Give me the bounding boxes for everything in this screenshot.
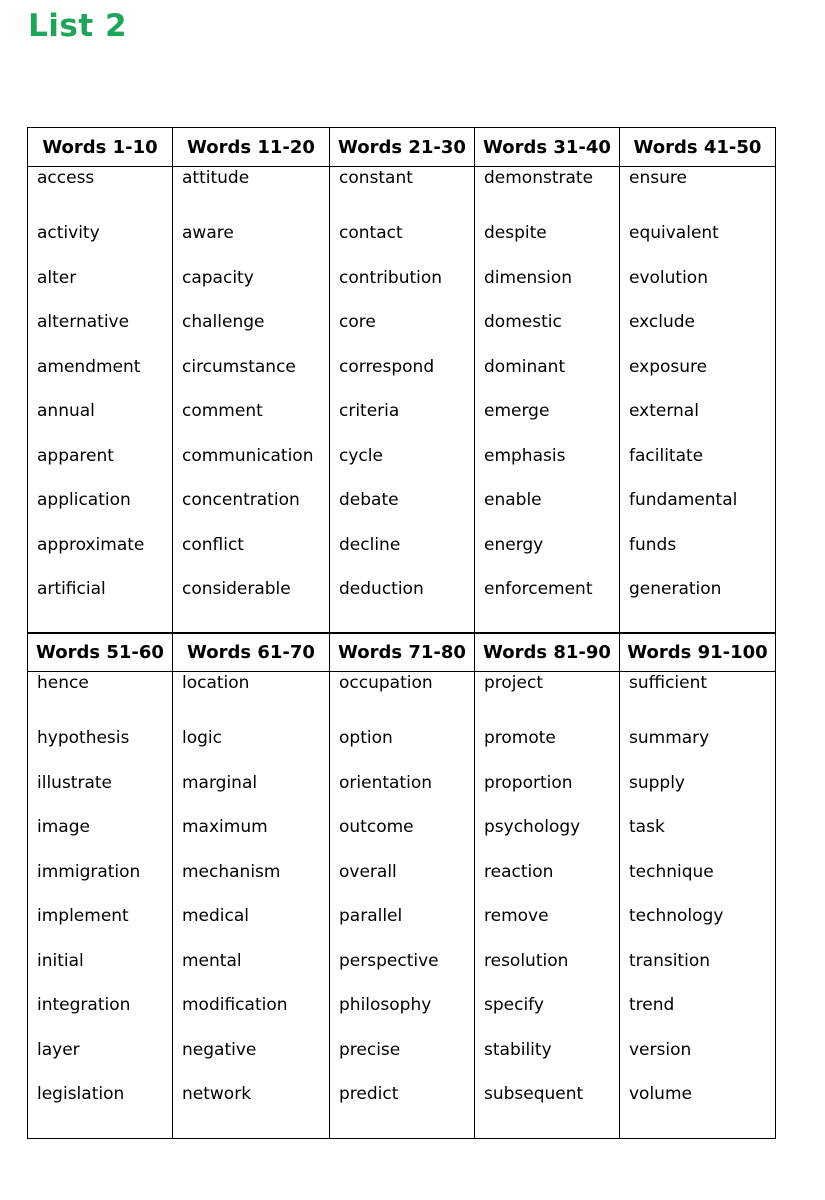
word-item: capacity xyxy=(182,267,254,288)
word-item: enforcement xyxy=(484,579,593,599)
column-header: Words 61-70 xyxy=(173,633,330,672)
word-item: challenge xyxy=(182,312,265,332)
word-item: emphasis xyxy=(484,445,566,466)
word-item: resolution xyxy=(484,950,569,971)
word-item: exposure xyxy=(629,356,708,377)
word-column xyxy=(330,167,475,634)
column-header: Words 51-60 xyxy=(28,633,173,672)
word-item: orientation xyxy=(339,772,432,793)
header-row xyxy=(28,128,776,167)
word-item: attitude xyxy=(182,168,250,188)
word-item: summary xyxy=(629,728,710,748)
word-item: stability xyxy=(484,1039,552,1060)
word-item: image xyxy=(37,817,90,837)
word-item: decline xyxy=(339,534,401,555)
word-column xyxy=(620,167,776,634)
word-item: technology xyxy=(629,906,724,926)
word-item: aware xyxy=(182,223,234,243)
word-item: sufficient xyxy=(629,673,708,693)
word-item: volume xyxy=(629,1084,692,1104)
word-item: dominant xyxy=(484,356,566,377)
word-item: parallel xyxy=(339,906,403,926)
word-item: activity xyxy=(37,223,100,243)
word-item: exclude xyxy=(629,312,696,332)
word-item: funds xyxy=(629,534,677,555)
word-item: network xyxy=(182,1084,252,1104)
word-item: location xyxy=(182,673,250,693)
word-item: promote xyxy=(484,728,556,748)
word-list xyxy=(629,672,775,1117)
word-table-1 xyxy=(27,127,776,634)
word-column xyxy=(28,672,173,1139)
column-header: Words 41-50 xyxy=(620,128,776,167)
word-item: access xyxy=(37,168,95,188)
word-item: medical xyxy=(182,906,250,926)
word-row xyxy=(28,672,776,1139)
column-header: Words 71-80 xyxy=(330,633,475,672)
word-item: core xyxy=(339,312,376,332)
word-item: trend xyxy=(629,995,675,1015)
word-list xyxy=(629,167,775,612)
word-list xyxy=(182,672,329,1117)
word-item: subsequent xyxy=(484,1084,584,1104)
word-item: apparent xyxy=(37,445,114,466)
word-item: illustrate xyxy=(37,772,112,793)
word-list xyxy=(339,167,474,612)
column-header: Words 21-30 xyxy=(330,128,475,167)
word-list xyxy=(37,672,172,1117)
word-item: perspective xyxy=(339,950,439,971)
word-item: correspond xyxy=(339,356,435,377)
word-item: evolution xyxy=(629,267,708,288)
word-column xyxy=(330,672,475,1139)
word-table-2 xyxy=(27,632,776,1139)
word-item: predict xyxy=(339,1084,399,1104)
word-column xyxy=(620,672,776,1139)
word-item: task xyxy=(629,817,665,837)
word-item: communication xyxy=(182,445,314,466)
word-item: annual xyxy=(37,401,95,421)
word-item: logic xyxy=(182,728,222,748)
word-item: reaction xyxy=(484,861,554,882)
word-item: constant xyxy=(339,168,413,188)
word-item: amendment xyxy=(37,356,141,377)
word-item: equivalent xyxy=(629,223,719,243)
word-item: version xyxy=(629,1039,692,1060)
word-item: project xyxy=(484,673,544,693)
word-item: enable xyxy=(484,490,542,510)
word-row xyxy=(28,167,776,634)
word-item: conflict xyxy=(182,534,244,555)
word-item: remove xyxy=(484,906,549,926)
word-item: philosophy xyxy=(339,995,432,1015)
word-item: domestic xyxy=(484,312,562,332)
word-item: mechanism xyxy=(182,861,281,882)
word-item: modification xyxy=(182,995,288,1015)
word-item: outcome xyxy=(339,817,414,837)
column-header: Words 31-40 xyxy=(475,128,620,167)
word-item: artificial xyxy=(37,579,106,599)
word-item: despite xyxy=(484,223,547,243)
word-item: proportion xyxy=(484,772,573,793)
word-item: dimension xyxy=(484,267,573,288)
word-list xyxy=(182,167,329,612)
column-header: Words 81-90 xyxy=(475,633,620,672)
word-item: supply xyxy=(629,772,685,793)
word-item: overall xyxy=(339,861,397,882)
word-column xyxy=(28,167,173,634)
word-item: generation xyxy=(629,579,722,599)
word-column xyxy=(475,672,620,1139)
word-item: transition xyxy=(629,950,710,971)
word-item: criteria xyxy=(339,401,400,421)
column-header: Words 11-20 xyxy=(173,128,330,167)
word-item: approximate xyxy=(37,534,145,555)
word-column xyxy=(475,167,620,634)
word-item: specify xyxy=(484,995,544,1015)
word-item: alternative xyxy=(37,312,130,332)
word-item: deduction xyxy=(339,579,424,599)
word-list xyxy=(37,167,172,612)
word-item: application xyxy=(37,490,131,510)
word-item: circumstance xyxy=(182,356,296,377)
word-item: considerable xyxy=(182,579,291,599)
word-item: ensure xyxy=(629,168,687,188)
word-item: negative xyxy=(182,1039,257,1060)
word-item: maximum xyxy=(182,817,268,837)
word-list xyxy=(484,167,619,612)
word-item: alter xyxy=(37,267,77,288)
column-header: Words 1-10 xyxy=(28,128,173,167)
word-column xyxy=(173,167,330,634)
page-title: List 2 xyxy=(28,8,128,44)
word-item: immigration xyxy=(37,861,141,882)
word-item: hypothesis xyxy=(37,728,130,748)
word-item: precise xyxy=(339,1039,401,1060)
word-item: facilitate xyxy=(629,445,704,466)
word-item: implement xyxy=(37,906,129,926)
word-item: marginal xyxy=(182,772,258,793)
word-column xyxy=(173,672,330,1139)
word-item: fundamental xyxy=(629,490,738,510)
word-item: legislation xyxy=(37,1084,125,1104)
word-item: occupation xyxy=(339,673,433,693)
word-list xyxy=(339,672,474,1117)
word-item: hence xyxy=(37,673,89,693)
word-item: mental xyxy=(182,950,242,971)
word-item: external xyxy=(629,401,699,421)
word-item: integration xyxy=(37,995,131,1015)
word-item: comment xyxy=(182,401,263,421)
word-item: technique xyxy=(629,861,714,882)
word-item: debate xyxy=(339,490,399,510)
column-header: Words 91-100 xyxy=(620,633,776,672)
word-item: psychology xyxy=(484,817,581,837)
word-item: emerge xyxy=(484,401,550,421)
word-item: initial xyxy=(37,950,84,971)
word-item: cycle xyxy=(339,445,383,466)
word-item: layer xyxy=(37,1039,80,1060)
word-item: contribution xyxy=(339,267,443,288)
word-item: contact xyxy=(339,223,403,243)
header-row xyxy=(28,633,776,672)
word-item: concentration xyxy=(182,490,300,510)
word-item: energy xyxy=(484,534,544,555)
word-item: demonstrate xyxy=(484,168,594,188)
word-list xyxy=(484,672,619,1117)
word-item: option xyxy=(339,728,393,748)
